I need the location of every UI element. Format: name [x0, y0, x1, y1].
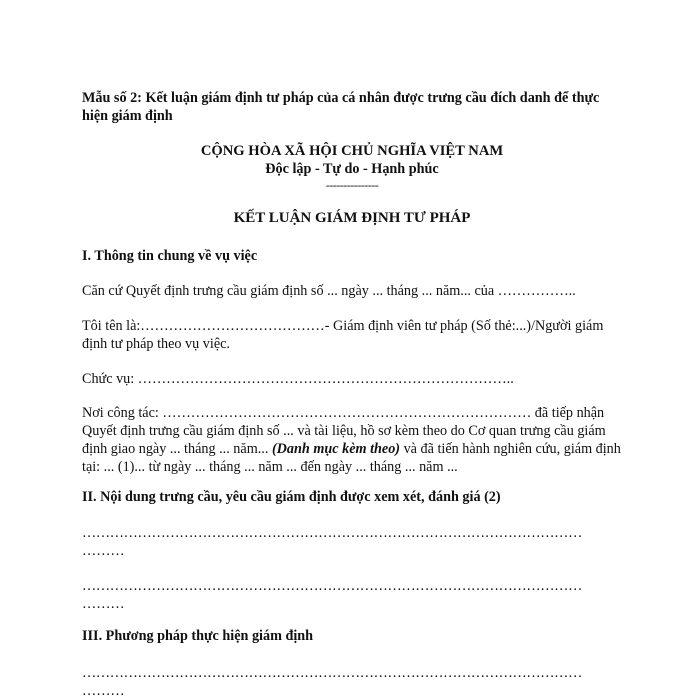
national-title: CỘNG HÒA XÃ HỘI CHỦ NGHĨA VIỆT NAM	[200, 143, 504, 159]
section-heading-method: III. Phương pháp thực hiện giám định	[82, 628, 314, 644]
dotted-line-end: ………	[82, 543, 125, 559]
header-rule: ---------------	[325, 178, 379, 192]
dotted-line-end: ………	[82, 683, 125, 699]
blank-line-content-2	[82, 577, 622, 613]
document-title: KẾT LUẬN GIÁM ĐỊNH TƯ PHÁP	[233, 210, 471, 226]
dotted-line-end: ………	[82, 596, 125, 612]
section-heading-content: II. Nội dung trưng cầu, yêu cầu giám định được xem xét, đánh giá (2)	[82, 489, 501, 505]
paragraph-position: Chức vụ: ……………………………………………………………………..	[82, 371, 514, 387]
national-motto: Độc lập - Tự do - Hạnh phúc	[265, 161, 439, 177]
dotted-line: ………………………………………………………………………………………………	[82, 525, 582, 541]
workplace-text-b: và đã tiến hành nghiên cứu, giám định tại: ... (1)... từ ngày ... tháng ... năm ... đến ngày ... tháng ... năm ...	[82, 441, 621, 475]
section-heading-general-info: I. Thông tin chung về vụ việc	[82, 248, 258, 264]
blank-line-content-1	[82, 524, 622, 560]
paragraph-decision-basis: Căn cứ Quyết định trưng cầu giám định số ... ngày ... tháng ... năm... của ……………..	[82, 283, 576, 299]
workplace-text-a: Nơi công tác: …………………………………………………………………… đã tiếp nhận Quyết định trưng cầu giám định số ... và tài liệu, hồ sơ kèm theo do Cơ quan trưng cầu giám định giao ngày ... tháng ... năm...	[82, 405, 606, 457]
paragraph-workplace	[82, 404, 622, 476]
form-title: Mẫu số 2: Kết luận giám định tư pháp của cá nhân được trưng cầu đích danh để thực hiện giám định	[82, 90, 600, 124]
dotted-line: ………………………………………………………………………………………………	[82, 665, 582, 681]
attachment-list-note: (Danh mục kèm theo)	[271, 441, 401, 457]
blank-line-method-1	[82, 664, 622, 700]
paragraph-expert-name: Tôi tên là:…………………………………- Giám định viên tư pháp (Số thẻ:...)/Người giám định tư pháp theo vụ việc.	[82, 318, 604, 352]
dotted-line: ………………………………………………………………………………………………	[82, 578, 582, 594]
